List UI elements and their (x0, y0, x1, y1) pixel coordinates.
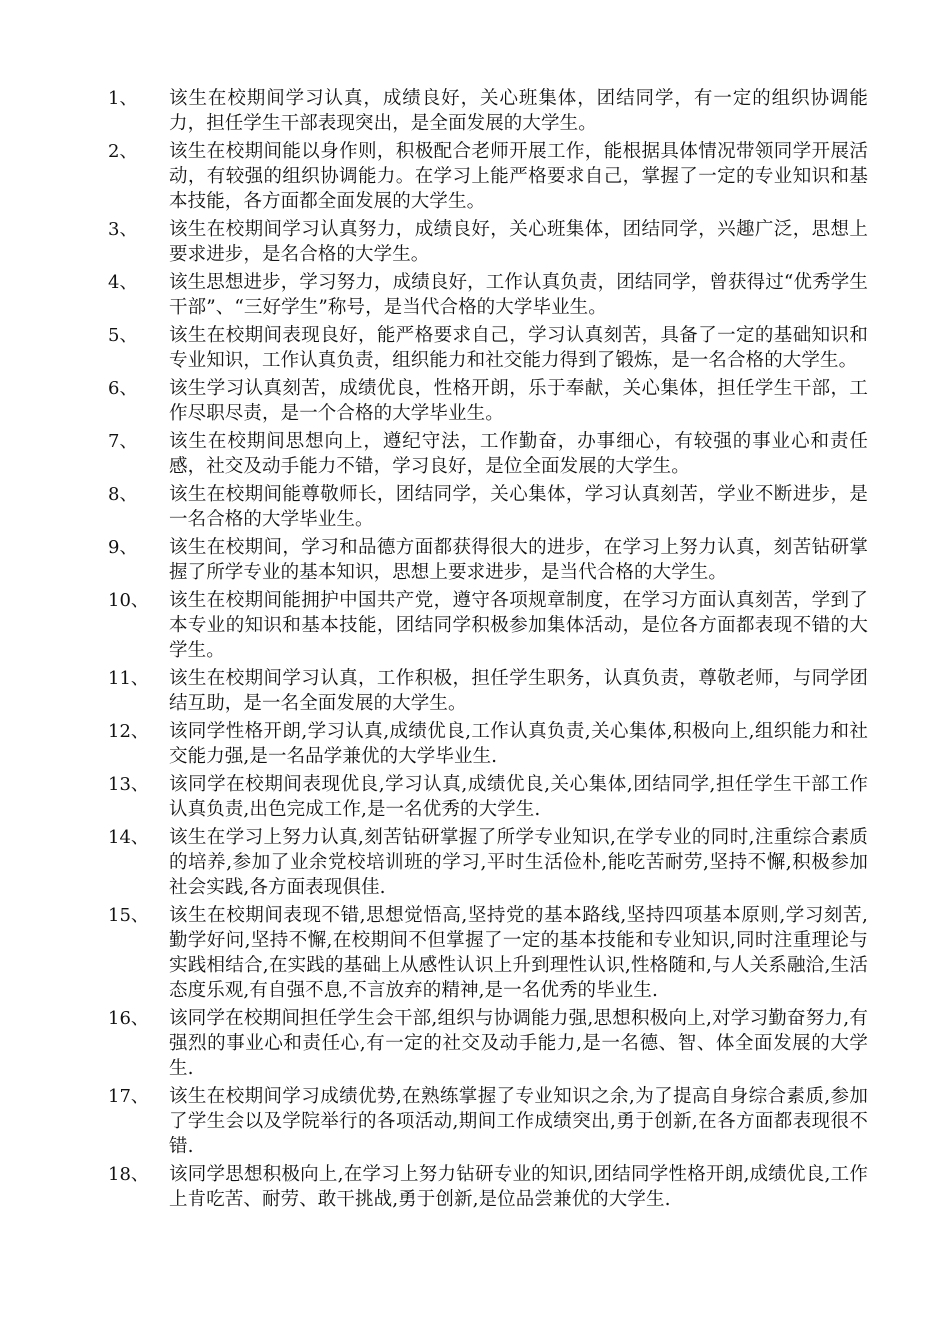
list-item (108, 1084, 868, 1159)
item-number: 2、 (108, 141, 138, 162)
item-text: 该同学性格开朗,学习认真,成绩优良,工作认真负责,关心集体,积极向上,组织能力和社交能力强,是一名品学兼优的大学毕业生. (169, 721, 868, 767)
item-text: 该同学在校期间担任学生会干部,组织与协调能力强,思想积极向上,对学习勤奋努力,有强烈的事业心和责任心,有一定的社交及动手能力,是一名德、智、体全面发展的大学生. (169, 1008, 868, 1079)
item-number: 1、 (108, 88, 138, 109)
item-text: 该生在校期间思想向上，遵纪守法，工作勤奋，办事细心，有较强的事业心和责任感，社交及动手能力不错，学习良好，是位全面发展的大学生。 (169, 431, 868, 477)
item-number: 3、 (108, 219, 138, 240)
list-item (108, 86, 868, 136)
item-text: 该同学在校期间表现优良,学习认真,成绩优良,关心集体,团结同学,担任学生干部工作认真负责,出色完成工作,是一名优秀的大学生. (169, 774, 868, 820)
list-item (108, 772, 868, 822)
item-text: 该生在校期间能拥护中国共产党，遵守各项规章制度，在学习方面认真刻苦，学到了本专业的知识和基本技能，团结同学积极参加集体活动，是位各方面都表现不错的大学生。 (169, 590, 868, 661)
item-number: 7、 (108, 431, 138, 452)
item-number: 18、 (108, 1164, 149, 1185)
list-item (108, 323, 868, 373)
item-text: 该生在校期间表现不错,思想觉悟高,坚持党的基本路线,坚持四项基本原则,学习刻苦,勤学好问,坚持不懈,在校期间不但掌握了一定的基本技能和专业知识,同时注重理论与实践相结合,在实践的基础上从感性认识上升到理性认识,性格随和,与人关系融洽,生活态度乐观,有自强不息,不言放弃的精神,是一名优秀的毕业生. (169, 905, 868, 1001)
list-item (108, 1162, 868, 1212)
item-number: 8、 (108, 484, 138, 505)
item-text: 该生在校期间学习认真，工作积极，担任学生职务，认真负责，尊敬老师，与同学团结互助，是一名全面发展的大学生。 (169, 668, 868, 714)
item-number: 11、 (108, 668, 149, 689)
list-item (108, 719, 868, 769)
item-number: 14、 (108, 827, 149, 848)
list-item (108, 376, 868, 426)
item-text: 该生在学习上努力认真,刻苦钻研掌握了所学专业知识,在学专业的同时,注重综合素质的培养,参加了业余党校培训班的学习,平时生活俭朴,能吃苦耐劳,坚持不懈,积极参加社会实践,各方面表现俱佳. (169, 827, 868, 898)
item-text: 该生在校期间表现良好，能严格要求自己，学习认真刻苦，具备了一定的基础知识和专业知识，工作认真负责，组织能力和社交能力得到了锻炼，是一名合格的大学生。 (169, 325, 868, 371)
comment-list (108, 86, 868, 1215)
list-item (108, 825, 868, 900)
item-number: 17、 (108, 1086, 149, 1107)
item-text: 该生在校期间学习认真，成绩良好，关心班集体，团结同学，有一定的组织协调能力，担任学生干部表现突出，是全面发展的大学生。 (169, 88, 868, 134)
item-number: 15、 (108, 905, 149, 926)
item-text: 该同学思想积极向上,在学习上努力钻研专业的知识,团结同学性格开朗,成绩优良,工作上肯吃苦、耐劳、敢干挑战,勇于创新,是位品尝兼优的大学生. (169, 1164, 868, 1210)
item-text: 该生在校期间能以身作则，积极配合老师开展工作，能根据具体情况带领同学开展活动，有较强的组织协调能力。在学习上能严格要求自己，掌握了一定的专业知识和基本技能，各方面都全面发展的大学生。 (169, 141, 868, 212)
list-item (108, 429, 868, 479)
item-text: 该生在校期间，学习和品德方面都获得很大的进步，在学习上努力认真，刻苦钻研掌握了所学专业的基本知识，思想上要求进步，是当代合格的大学生。 (169, 537, 868, 583)
list-item (108, 217, 868, 267)
list-item (108, 1006, 868, 1081)
list-item (108, 535, 868, 585)
item-text: 该生在校期间学习认真努力，成绩良好，关心班集体，团结同学，兴趣广泛，思想上要求进步，是名合格的大学生。 (169, 219, 868, 265)
item-number: 6、 (108, 378, 138, 399)
list-item (108, 903, 868, 1003)
item-number: 12、 (108, 721, 149, 742)
list-item (108, 588, 868, 663)
item-number: 10、 (108, 590, 149, 611)
item-number: 16、 (108, 1008, 149, 1029)
item-number: 4、 (108, 272, 138, 293)
item-text: 该生在校期间学习成绩优势,在熟练掌握了专业知识之余,为了提高自身综合素质,参加了学生会以及学院举行的各项活动,期间工作成绩突出,勇于创新,在各方面都表现很不错. (169, 1086, 868, 1157)
item-text: 该生在校期间能尊敬师长，团结同学，关心集体，学习认真刻苦，学业不断进步，是一名合格的大学毕业生。 (169, 484, 868, 530)
list-item (108, 139, 868, 214)
list-item (108, 482, 868, 532)
item-number: 13、 (108, 774, 149, 795)
item-text: 该生学习认真刻苦，成绩优良，性格开朗，乐于奉献，关心集体，担任学生干部，工作尽职尽责，是一个合格的大学毕业生。 (169, 378, 868, 424)
item-text: 该生思想进步，学习努力，成绩良好，工作认真负责，团结同学，曾获得过“优秀学生干部”、“三好学生”称号，是当代合格的大学毕业生。 (169, 272, 868, 318)
item-number: 9、 (108, 537, 138, 558)
item-number: 5、 (108, 325, 138, 346)
list-item (108, 270, 868, 320)
list-item (108, 666, 868, 716)
